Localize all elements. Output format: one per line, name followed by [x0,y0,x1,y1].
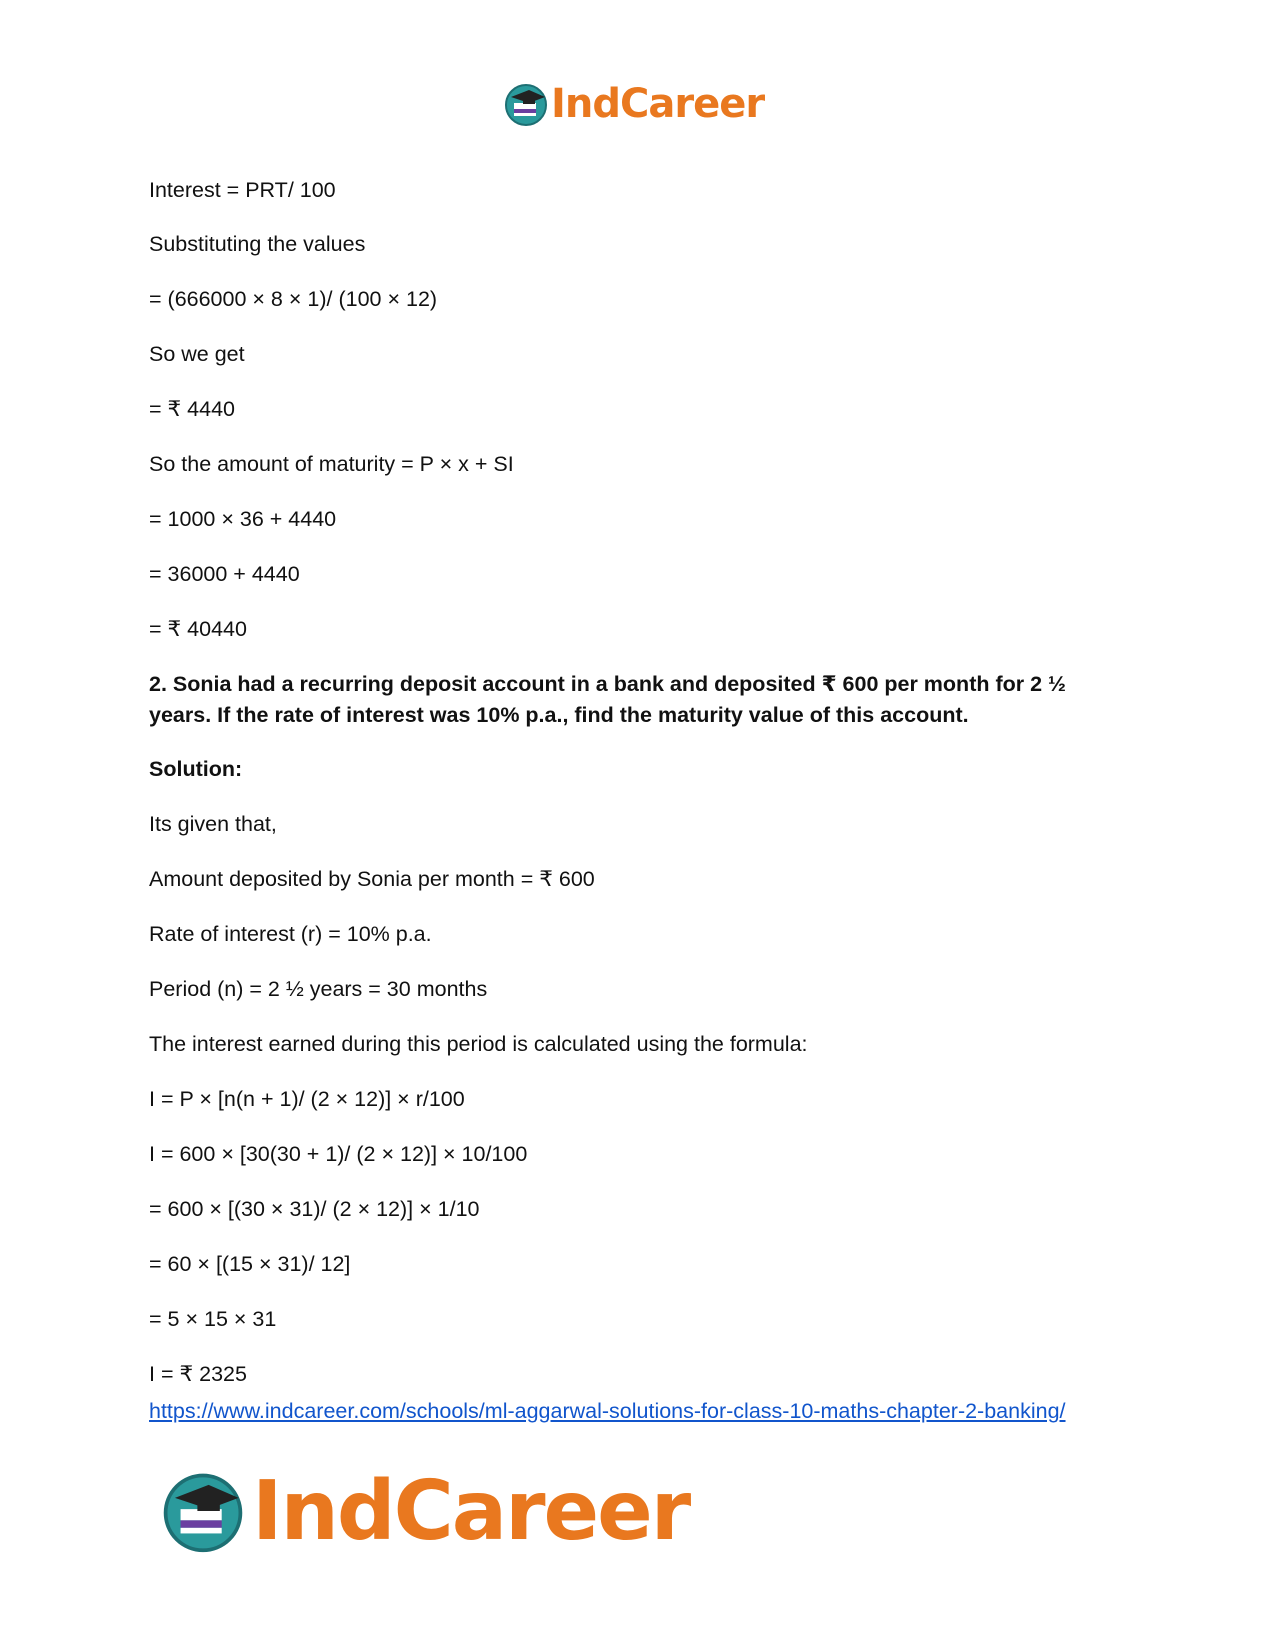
text-line: = 5 × 15 × 31 [149,1307,277,1331]
text-line: I = 600 × [30(30 + 1)/ (2 × 12)] × 10/100 [149,1142,528,1166]
text-line: = 1000 × 36 + 4440 [149,507,337,531]
text-line: The interest earned during this period is calculated using the formula: [149,1032,808,1056]
logo-text: IndCareer [551,81,765,127]
graduation-globe-icon [160,1468,246,1554]
text-line: Amount deposited by Sonia per month = ₹ 600 [149,867,595,891]
question-text: 2. Sonia had a recurring deposit account in a bank and deposited ₹ 600 per month for 2 ½ years. If the rate of interest was 10% p.a., find the maturity value of this account. [149,672,1066,727]
graduation-globe-icon [503,81,549,127]
text-line: Interest = PRT/ 100 [149,178,336,202]
text-line: = 600 × [(30 × 31)/ (2 × 12)] × 1/10 [149,1197,480,1221]
solution-label: Solution: [149,757,243,781]
logo-text: IndCareer [252,1463,690,1559]
text-line: Rate of interest (r) = 10% p.a. [149,922,432,946]
text-line: So the amount of maturity = P × x + SI [149,452,514,476]
text-line: I = ₹ 2325 [149,1362,247,1386]
text-line: = ₹ 4440 [149,397,236,421]
text-line: Period (n) = 2 ½ years = 30 months [149,977,488,1001]
text-line: = 36000 + 4440 [149,562,300,586]
text-line: = (666000 × 8 × 1)/ (100 × 12) [149,287,438,311]
text-line: = ₹ 40440 [149,617,247,641]
text-line: = 60 × [(15 × 31)/ 12] [149,1252,351,1276]
text-line: Its given that, [149,812,277,836]
text-line: So we get [149,342,245,366]
header-logo [503,80,764,128]
footer-logo [160,1463,690,1559]
text-line: Substituting the values [149,232,366,256]
source-link[interactable]: https://www.indcareer.com/schools/ml-aggarwal-solutions-for-class-10-maths-chapter-2-banking/ [149,1399,1066,1423]
text-line: I = P × [n(n + 1)/ (2 × 12)] × r/100 [149,1087,465,1111]
